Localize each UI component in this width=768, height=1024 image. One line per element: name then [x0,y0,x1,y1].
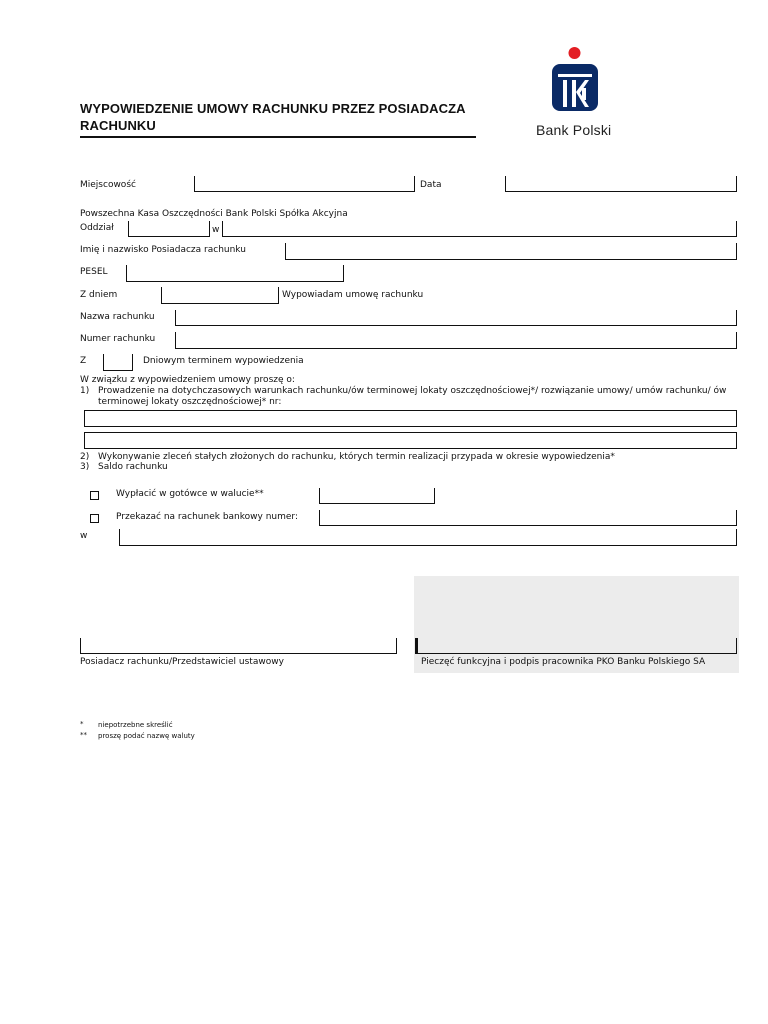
footnote-2-mark: ** [80,731,87,739]
bank-full-name: Powszechna Kasa Oszczędności Bank Polski Spółka Akcyjna [80,209,348,219]
numer-rachunku-field[interactable] [175,332,737,349]
item1-line1: Prowadzenie na dotychczasowych warunkach rachunku/ów terminowej lokaty oszczędnościowej*/ rozwiązanie umowy/ umów rachunku/ ów [98,386,727,396]
label-cash: Wypłacić w gotówce w walucie** [116,489,264,499]
currency-field[interactable] [319,488,435,504]
label-dniowym: Dniowym terminem wypowiedzenia [143,356,304,366]
label-pesel: PESEL [80,267,108,277]
label-miejscowosc: Miejscowość [80,180,136,190]
label-oddzial-w: w [212,225,220,235]
title-rule [80,136,476,138]
label-z-dniem: Z dniem [80,290,118,300]
lokata-number-field-2[interactable] [84,432,737,449]
bank-logo-text: Bank Polski [536,122,612,138]
dni-field[interactable] [103,354,133,371]
item3-number: 3) [80,462,90,472]
oddzial-location-field[interactable] [222,221,737,237]
imie-nazwisko-field[interactable] [285,243,737,260]
label-transfer-w: w [80,531,88,541]
item3-text: Saldo rachunku [98,462,168,472]
item1-number: 1) [80,386,90,396]
label-wypowiadam: Wypowiadam umowę rachunku [282,290,424,300]
oddzial-field[interactable] [128,221,210,237]
label-transfer: Przekazać na rachunek bankowy numer: [116,512,298,522]
item2-text: Wykonywanie zleceń stałych złożonych do rachunku, których termin realizacji przypada w okresie wypowiedzenia* [98,452,615,462]
nazwa-rachunku-field[interactable] [175,310,737,326]
transfer-checkbox[interactable] [90,514,99,523]
label-nazwa-rachunku: Nazwa rachunku [80,312,155,322]
footnote-1-mark: * [80,720,84,728]
z-dniem-field[interactable] [161,287,279,304]
data-field[interactable] [505,176,737,192]
cash-checkbox[interactable] [90,491,99,500]
pko-logo-icon [536,44,616,124]
pesel-field[interactable] [126,265,344,282]
item2-number: 2) [80,452,90,462]
lokata-number-field-1[interactable] [84,410,737,427]
form-title: WYPOWIEDZENIE UMOWY RACHUNKU PRZEZ POSIADACZA RACHUNKU [80,101,466,133]
label-numer-rachunku: Numer rachunku [80,334,156,344]
bank-signature-left-mark [415,638,418,653]
label-data: Data [420,180,442,190]
transfer-bank-field[interactable] [119,529,737,546]
bank-signature-line[interactable] [415,653,737,654]
holder-signature-field[interactable] [80,638,397,654]
item1-line2: terminowej lokaty oszczędnościowej* nr: [98,397,282,407]
transfer-account-field[interactable] [319,510,737,526]
label-bank-signature: Pieczęć funkcyjna i podpis pracownika PKO Banku Polskiego SA [421,657,706,667]
bank-signature-right-mark [736,638,737,653]
label-holder-signature: Posiadacz rachunku/Przedstawiciel ustawowy [80,657,284,667]
label-z: Z [80,356,87,366]
request-intro: W związku z wypowiedzeniem umowy proszę o: [80,375,295,385]
label-oddzial: Oddział [80,223,114,233]
footnote-1-text: niepotrzebne skreślić [98,721,173,729]
footnote-2-text: proszę podać nazwę waluty [98,732,195,740]
miejscowosc-field[interactable] [194,176,415,192]
label-imie-nazwisko: Imię i nazwisko Posiadacza rachunku [80,245,246,255]
